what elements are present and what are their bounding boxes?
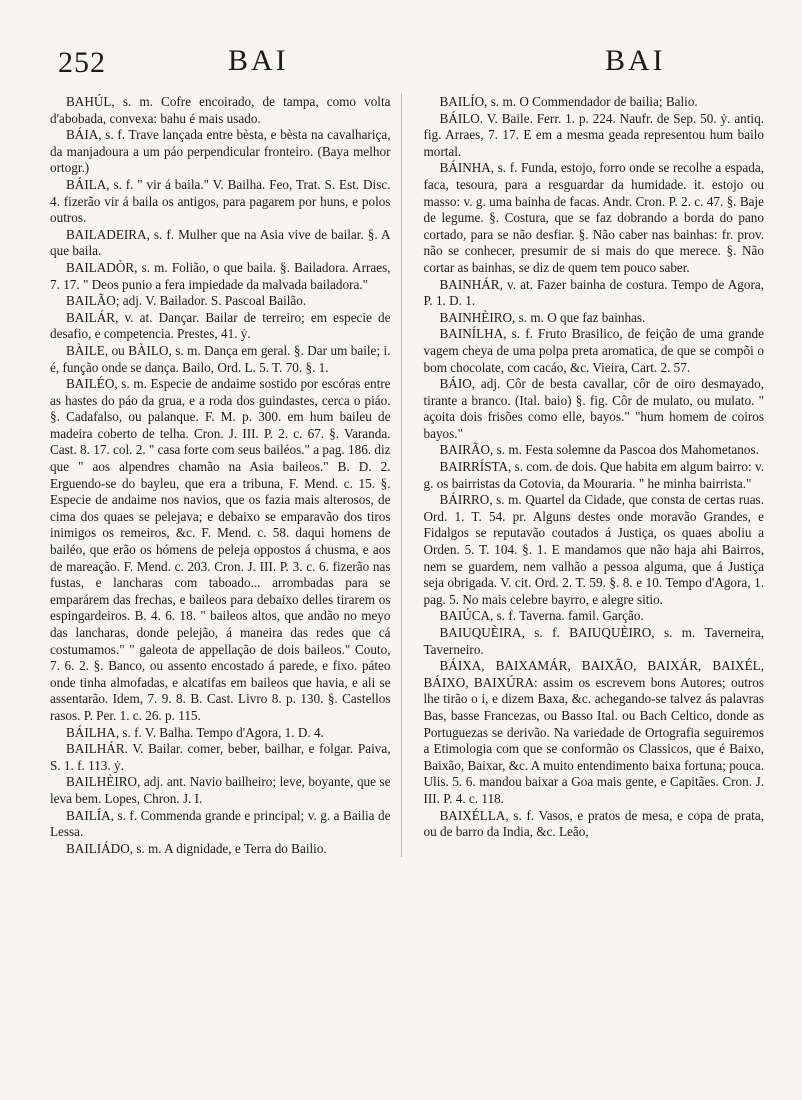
entry-bailia: BAILÍA, s. f. Commenda grande e principal; v. g. a Bailia de Lessa.	[50, 807, 391, 840]
text-columns	[50, 94, 764, 857]
entry-baia: BÁIA, s. f. Trave lançada entre bèsta, e bèsta na cavalhariça, da manjadoura a um páo perpendicular fronteiro. (Baya melhor ortogr.)	[50, 127, 391, 176]
entry-bailador: BAILADÒR, s. m. Folião, o que baila. §. Bailadora. Arraes, 7. 17. " Deos punio a fera impiedade da malvada bailadora."	[50, 259, 391, 292]
entry-bailao: BAILÃO; adj. V. Bailador. S. Pascoal Bailão.	[66, 293, 307, 309]
page-number: 252	[58, 46, 106, 79]
entry-bailha: BÁILHA, s. f. V. Balha. Tempo d'Agora, 1. D. 4.	[66, 724, 324, 740]
entry-bainha: BÁINHA, s. f. Funda, estojo, forro onde se recolhe a espada, faca, tesoura, para a resguardar da humidade. it. estojo ou masso: v. g. uma bainha de facas. Andr. Cron. P. 2. c. 47. §. Baje de legume. §. Costura, que se faz dobrando a borda do pano cortado, para se não desfiar. §. Não caber nas bainhas: fr. prov. não se conhecer, presumir de si mais do que merece. §. Não cortar as bainhas, se diz de quem tem pouco saber.	[423, 160, 764, 275]
entry-baixa: BÁIXA, BAIXAMÁR, BAIXÃO, BAIXÁR, BAIXÉL, BÁIXO, BAIXÚRA: assim os escrevem bons Autores; outros lhe tirão o i, e dizem Baxa, &c. achegando-se talvez ás palavras Bas, basse Francezas, ou Basso Ital. ou Bach Celtico, donde as Portuguezas se derivão. Na variedade de Ortografia seguiremos a Etimologia com que se conformão os Classicos, que é Baixo, Baixão, Baixar, &c. A muito entendimento baixa fortuna; pouca. Ulis. 5. 6. mandou baixar a Goa mais gente, e Capitães. Cron. J. III. P. 4. c. 118.	[423, 658, 764, 806]
entry-bainheiro: BAINHÈIRO, s. m. O que faz bainhas.	[439, 309, 646, 325]
entry-bailheiro: BAILHÈIRO, adj. ant. Navio bailheiro; leve, boyante, que se leva bem. Lopes, Chron. J. I.	[50, 774, 391, 806]
entry-bailio: BAILÍO, s. m. O Commendador de bailia; Balio.	[439, 94, 698, 109]
entry-baileo: BAILÉO, s. m. Especie de andaime sostido por escóras entre as hastes do páo da grua, e a roda dos guindastes, cerca o piáo. §. Cadafalso, ou palanque. F. M. p. 300. em hum baileu de madeira coberto de telha. Cron. J. III. P. 2. c. 67. §. Varanda. Cast. 8. 17. col. 2. " casa forte com seus bailéos." a pag. 186. diz que " aos alpendres chamão na Asia baileos." B. D. 2. Erguendo-se do bayleu, que era a tribuna, F. Mend. c. 15. §. Especie de andaime nos navios, que os fazia mais alterosos, de cima dos quaes se pelejava; e debaixo se emparavão dos tiros inimigos os remeiros, &c. F. Mend. c. 58. daqui homens de bailéo, que erão os hómens de peleja oppostos á chusma, e aos de mareação. F. Mend. c. 203. Cron. J. III. P. 3. c. 6. fizerão nas fustas, e lancharas com taboado... arrombadas para se emparárem das frechas, e baileos para debaixo delles tirarem os espingardeiros. B. 4. 6. 18. " baileos altos, que andão no meyo das lancharas, donde pelejão, á maneira das redes que cá costumamos." " galeota de appellação de dois baileos." Couto, 7. 6. 2. §. Banco, ou assento encostado á parede, e fixo. páteo onde tinha almofadas, e alcatifas em baileos que havia, e ali se assentarão. Idem, 7. 9. 8. B. Cast. Livro 8. p. 130. §. Castellos rasos. P. Per. 1. c. 26. p. 115.	[50, 376, 391, 723]
entry-bairrista: BAIRRÍSTA, s. com. de dois. Que habita em algum bairro: v. g. os bairristas da Cotovia, da Mouraria. " he minha bairrista."	[423, 459, 764, 491]
right-guide-word: BAI	[605, 44, 666, 77]
entry-baiuca: BAIÚCA, s. f. Taverna. famil. Garção.	[439, 608, 644, 624]
running-head	[50, 42, 764, 94]
entry-bainilha: BAINÍLHA, s. f. Fruto Brasilico, de feição de uma grande vagem cheya de uma polpa preta aromatica, de que se compõi o bom chocolate, com cacáo, &c. Vieira, Cart. 2. 57.	[423, 326, 764, 375]
right-column	[424, 94, 765, 857]
entry-bailar: BAILÁR, v. at. Dançar. Bailar de terreiro; em especie de desafio, e competencia. Prestes, 41. ẏ.	[50, 309, 391, 342]
entry-bainhar: BAINHÁR, v. at. Fazer bainha de costura. Tempo de Agora, P. 1. D. 1.	[423, 276, 764, 309]
left-guide-word: BAI	[228, 44, 289, 77]
entry-baio: BÁIO, adj. Côr de besta cavallar, côr de oiro desmayado, tirante a branco. (Ital. baio) §. fig. Côr de mulato, ou mulato. " açoita dois frisões como elle, bayos." "hum homem de coiros bayos."	[423, 376, 764, 441]
entry-baixella: BAIXÉLLA, s. f. Vasos, e pratos de mesa, e copa de prata, ou de barro da India, &c. Leão,	[423, 807, 764, 840]
entry-bailiado: BAILIÁDO, s. m. A dignidade, e Terra do Bailio.	[66, 840, 327, 856]
entry-baiuqueira: BAIUQUÈIRA, s. f. BAIUQUÈIRO, s. m. Taverneira, Taverneiro.	[423, 625, 764, 657]
entry-bailo: BÁILO. V. Baile. Ferr. 1. p. 224. Naufr. de Sep. 50. ẏ. antiq. fig. Arraes, 7. 17. E em a mesma geada representou hum bailo mortal.	[423, 110, 764, 159]
entry-bailhar: BAILHÁR. V. Bailar. comer, beber, bailhar, e folgar. Paiva, S. 1. f. 113. ẏ.	[50, 741, 391, 773]
entry-bahul: BAHÚL, s. m. Cofre encoirado, de tampa, como volta d'abobada, convexa: bahu é mais usado.	[50, 94, 391, 126]
entry-bailadeira: BAILADEIRA, s. f. Mulher que na Asia vive de bailar. §. A que baila.	[50, 226, 391, 259]
entry-bairro: BÁIRRO, s. m. Quartel da Cidade, que consta de certas ruas. Ord. 1. T. 54. pr. Alguns destes onde moravão Grandes, e Fidalgos se reputavão coutados á Justiça, os quaes aboliu a Orden. 5. T. 104. §. 1. E mandamos que não haja ahi Bairros, nem se guardem, nem valhão a pessoa alguma, que á Justiça seja obrigada. V. cit. Ord. 2. T. 59. §. 8. e 10. Tempo d'Agora, 1. pag. 5. No mais celebre bayrro, e alegre sitio.	[423, 492, 764, 607]
left-column	[50, 94, 402, 857]
entry-bairao: BAIRÃO, s. m. Festa solemne da Pascoa dos Mahometanos.	[439, 442, 759, 458]
entry-baila: BÁILA, s. f. " vir á baila." V. Bailha. Feo, Trat. S. Est. Disc. 4. fizerão vir á baila os antigos, para pagarem por huns, e polos outros.	[50, 176, 391, 226]
entry-baile: BÀILE, ou BÀILO, s. m. Dança em geral. §. Dar um baile; i. é, função onde se dança. Bailo, Ord. L. 5. T. 70. §. 1.	[50, 342, 391, 375]
